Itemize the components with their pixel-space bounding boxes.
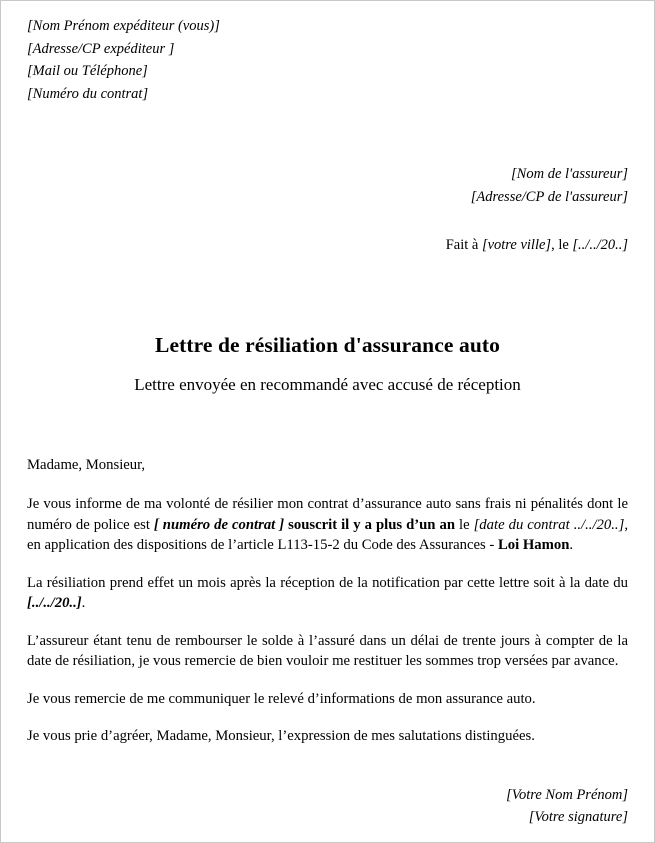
- sender-line-address: [Adresse/CP expéditeur ]: [27, 40, 175, 57]
- place-date-middle: , le: [551, 237, 573, 253]
- paragraph2-effect-date: [../../20..]: [27, 595, 82, 611]
- paragraph2-part2: .: [81, 595, 86, 611]
- paragraph1-contract-number: [ numéro de contrat ]: [153, 516, 285, 533]
- letter-subtitle: Lettre envoyée en recommandé avec accusé de réception: [134, 375, 521, 394]
- place-and-date: [27, 235, 628, 255]
- place-date-city: [votre ville]: [481, 237, 552, 253]
- paragraph1-part1: Je vous informe de ma volonté de résilier mon contrat d’assurance auto sans frais ni pénalités dont le numéro de police est: [27, 496, 628, 533]
- paragraph1-part4: , en application des dispositions de l’article L113-15-2 du Code des Assurances -: [27, 516, 628, 553]
- place-date-prefix: Fait à: [445, 237, 482, 253]
- paragraph-refund: L’assureur étant tenu de rembourser le solde à l’assuré dans un délai de trente jours à compter de la date de résiliation, je vous remercie de bien vouloir me restituer les sommes trop versées par avance.: [27, 632, 628, 669]
- paragraph1-part5: .: [569, 537, 574, 553]
- signature-name: [Votre Nom Prénom]: [506, 787, 628, 803]
- paragraph-contract-termination: [27, 494, 628, 556]
- paragraph-information-statement: Je vous remercie de me communiquer le relevé d’informations de mon assurance auto.: [27, 690, 536, 707]
- recipient-line-address: [Adresse/CP de l'assureur]: [470, 188, 628, 205]
- sender-line-contract-number: [Numéro du contrat]: [27, 85, 149, 102]
- paragraph1-part3: le: [458, 516, 474, 533]
- recipient-address-block: [27, 163, 628, 208]
- signature-block: [506, 784, 628, 828]
- letter-title: Lettre de résiliation d'assurance auto: [155, 333, 500, 357]
- sender-line-name: [Nom Prénom expéditeur (vous)]: [27, 18, 220, 34]
- recipient-line-name: [Nom de l'assureur]: [511, 166, 628, 182]
- salutation: Madame, Monsieur,: [27, 457, 146, 473]
- place-date-date: [../../20..]: [572, 237, 628, 253]
- sender-address-block: [27, 15, 628, 105]
- paragraph1-law: Loi Hamon: [497, 537, 570, 553]
- sender-line-contact: [Mail ou Téléphone]: [27, 63, 148, 79]
- paragraph1-part2: souscrit il y a plus d’un an: [284, 516, 455, 533]
- paragraph-effective-date: [27, 573, 628, 614]
- paragraph2-part1: La résiliation prend effet un mois après la réception de la notification par cette lettre soit à la date du: [27, 574, 628, 591]
- paragraph-closing-formula: Je vous prie d’agréer, Madame, Monsieur, l’expression de mes salutations distinguées.: [27, 728, 535, 744]
- signature-line: [Votre signature]: [528, 809, 628, 825]
- paragraph1-contract-date: [date du contrat ../../20..]: [473, 516, 625, 533]
